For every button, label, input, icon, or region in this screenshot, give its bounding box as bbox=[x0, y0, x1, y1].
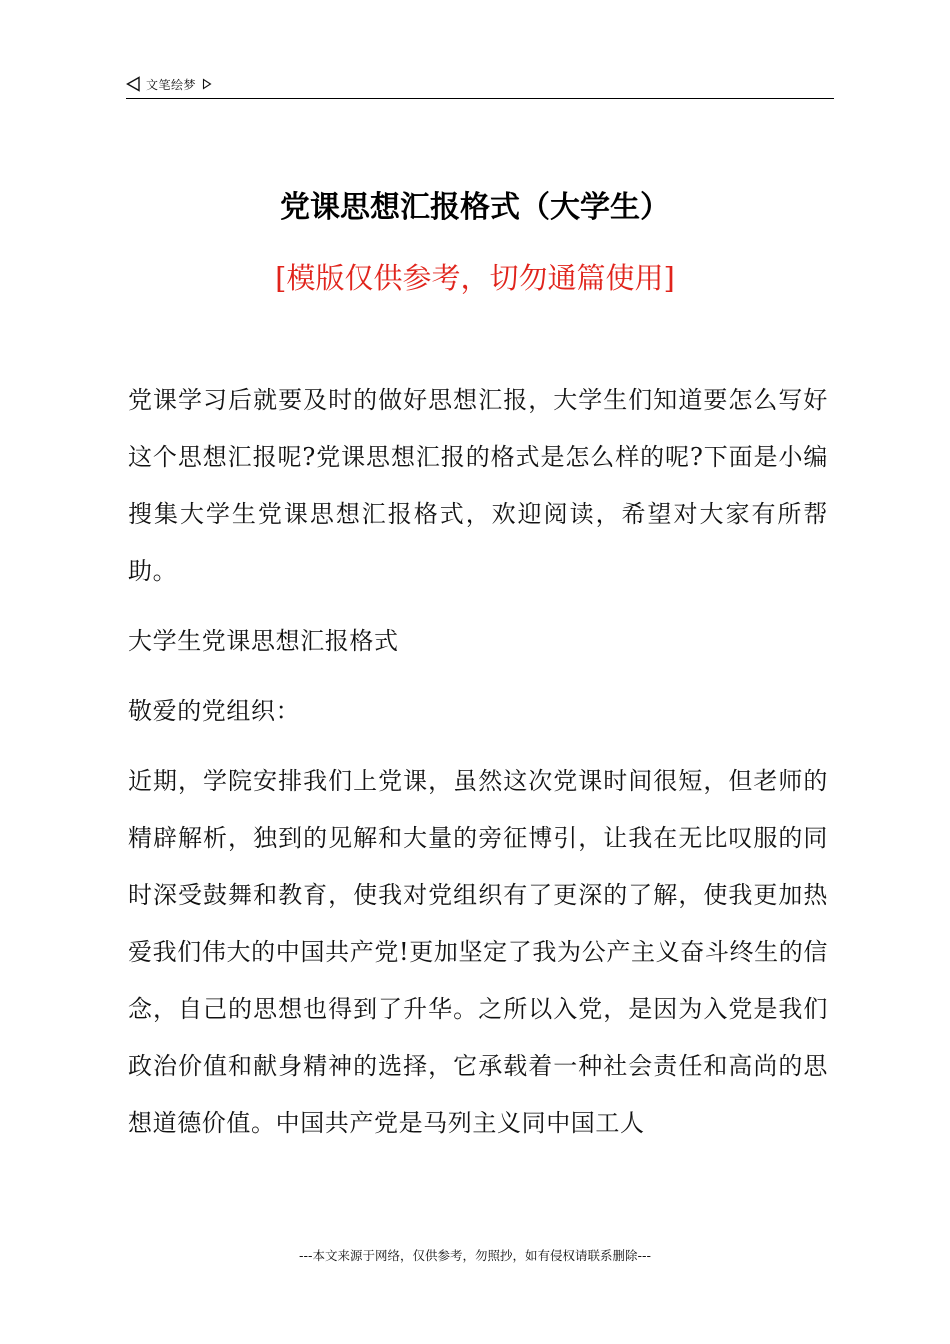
document-subtitle: [模版仅供参考，切勿通篇使用] bbox=[275, 261, 675, 295]
body-paragraph: 近期，学院安排我们上党课，虽然这次党课时间很短，但老师的精辟解析，独到的见解和大量的旁征博引，让我在无比叹服的同时深受鼓舞和教育，使我对党组织有了更深的了解，使我更加热爱我们伟大的中国共产党!更加坚定了我为公产主义奋斗终生的信念，自己的思想也得到了升华。之所以入党，是因为入党是我们政治价值和献身精神的选择，它承载着一种社会责任和高尚的思想道德价值。中国共产党是马列主义同中国工人 bbox=[128, 767, 828, 1137]
page-footer: ---本文来源于网络，仅供参考，勿照抄，如有侵权请联系删除--- bbox=[298, 1248, 652, 1263]
salutation: 敬爱的党组织： bbox=[128, 697, 301, 725]
triangle-right-icon bbox=[202, 78, 212, 90]
document-body bbox=[128, 372, 828, 1165]
header-brand bbox=[126, 74, 212, 94]
brand-name: 文笔绘梦 bbox=[146, 77, 197, 92]
triangle-left-icon bbox=[126, 76, 141, 92]
section-heading: 大学生党课思想汇报格式 bbox=[128, 627, 399, 655]
document-title: 党课思想汇报格式（大学生） bbox=[280, 190, 670, 225]
page-header bbox=[126, 72, 834, 99]
intro-paragraph: 党课学习后就要及时的做好思想汇报，大学生们知道要怎么写好这个思想汇报呢?党课思想汇报的格式是怎么样的呢?下面是小编搜集大学生党课思想汇报格式，欢迎阅读，希望对大家有所帮助。 bbox=[128, 386, 828, 585]
